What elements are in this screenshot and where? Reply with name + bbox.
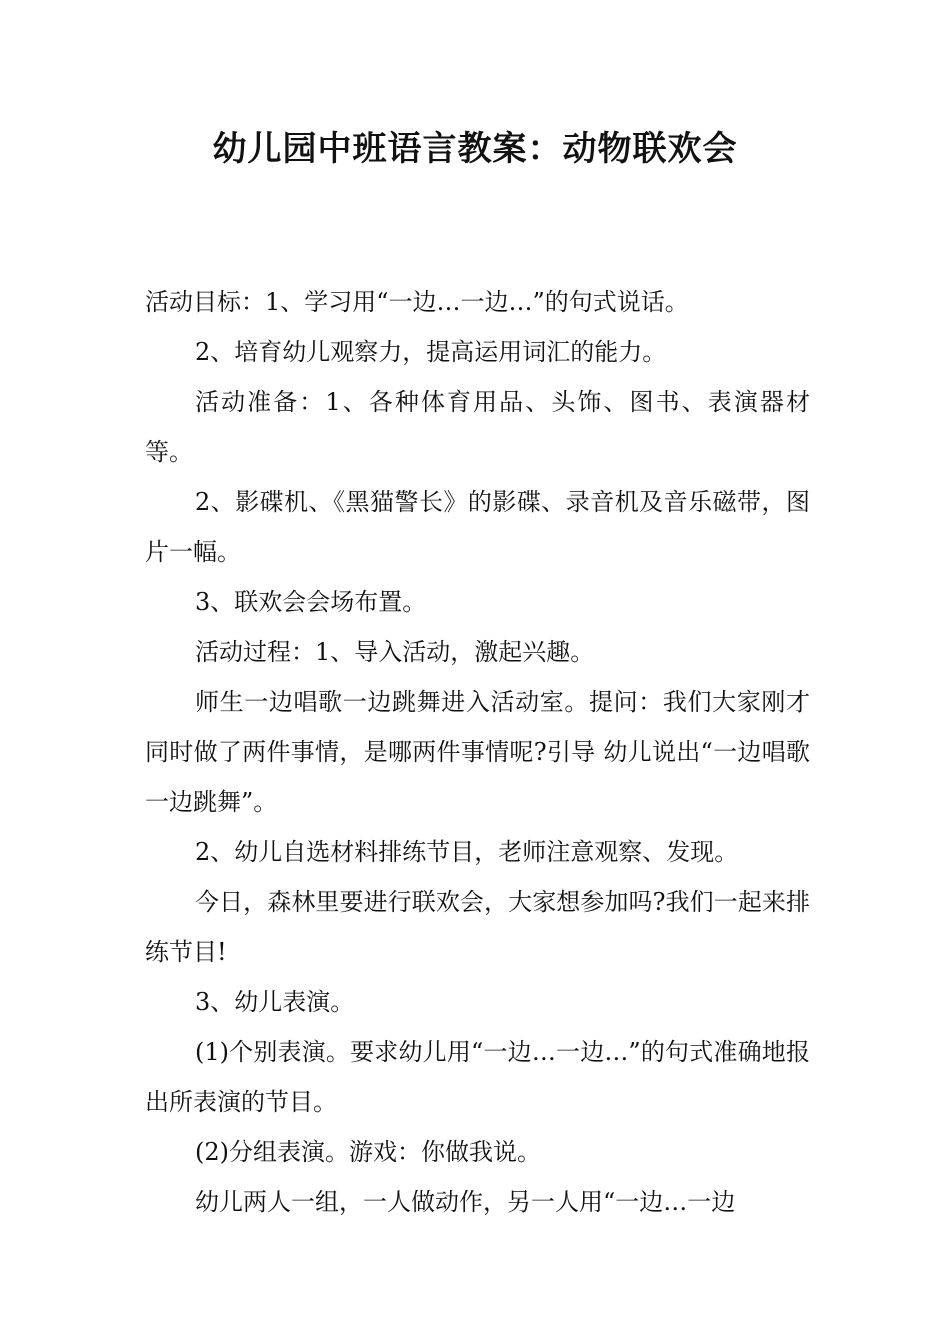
document-title: 幼儿园中班语言教案：动物联欢会 bbox=[212, 129, 738, 169]
paragraph-process-3-pairs: 幼儿两人一组，一人做动作，另一人用“一边…一边 bbox=[195, 1188, 736, 1216]
paragraph-process-2-detail: 今日，森林里要进行联欢会，大家想参加吗?我们一起来排练节目! bbox=[145, 888, 810, 966]
paragraph-prep-2: 2、影碟机、《黑猫警长》的影碟、录音机及音乐磁带，图片一幅。 bbox=[145, 488, 810, 566]
paragraph-process-1-detail: 师生一边唱歌一边跳舞进入活动室。提问：我们大家刚才同时做了两件事情，是哪两件事情呢?引导 幼儿说出“一边唱歌一边跳舞”。 bbox=[145, 688, 810, 816]
paragraph-prep-1: 活动准备：1、各种体育用品、头饰、图书、表演器材等。 bbox=[145, 388, 810, 466]
paragraph-goal-1: 活动目标：1、学习用“一边…一边…”的句式说话。 bbox=[145, 288, 689, 316]
paragraph-process-3-group: (2)分组表演。游戏：你做我说。 bbox=[195, 1138, 541, 1166]
paragraph-process-3: 3、幼儿表演。 bbox=[195, 988, 355, 1016]
document-body bbox=[145, 277, 810, 1227]
paragraph-process-3-individual: (1)个别表演。要求幼儿用“一边…一边…”的句式准确地报出所表演的节目。 bbox=[145, 1038, 810, 1116]
paragraph-goal-2: 2、培育幼儿观察力，提高运用词汇的能力。 bbox=[195, 338, 667, 366]
paragraph-prep-3: 3、联欢会会场布置。 bbox=[195, 588, 427, 616]
paragraph-process-2: 2、幼儿自选材料排练节目，老师注意观察、发现。 bbox=[195, 838, 739, 866]
paragraph-process-1: 活动过程：1、导入活动，激起兴趣。 bbox=[195, 638, 595, 666]
